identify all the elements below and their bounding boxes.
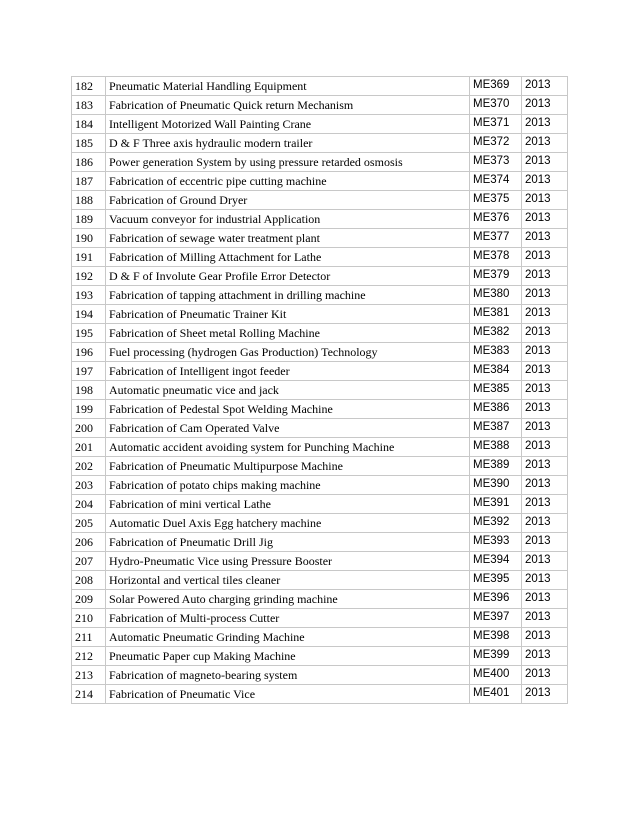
project-year-cell: 2013 <box>522 571 568 590</box>
project-title-cell: Automatic accident avoiding system for Punching Machine <box>106 438 470 457</box>
serial-number-cell: 202 <box>72 457 106 476</box>
project-title-cell: Fabrication of Pneumatic Multipurpose Machine <box>106 457 470 476</box>
serial-number-cell: 199 <box>72 400 106 419</box>
project-title-cell: Vacuum conveyor for industrial Application <box>106 210 470 229</box>
project-code-cell: ME393 <box>470 533 522 552</box>
project-title-cell: Fabrication of sewage water treatment plant <box>106 229 470 248</box>
project-list-table <box>71 76 568 704</box>
project-title-cell: Fuel processing (hydrogen Gas Production) Technology <box>106 343 470 362</box>
project-year-cell: 2013 <box>522 457 568 476</box>
project-year-cell: 2013 <box>522 96 568 115</box>
serial-number-cell: 198 <box>72 381 106 400</box>
project-code-cell: ME386 <box>470 400 522 419</box>
project-code-cell: ME391 <box>470 495 522 514</box>
table-row <box>72 324 568 343</box>
serial-number-cell: 206 <box>72 533 106 552</box>
serial-number-cell: 214 <box>72 685 106 704</box>
project-code-cell: ME380 <box>470 286 522 305</box>
table-row <box>72 248 568 267</box>
serial-number-cell: 210 <box>72 609 106 628</box>
project-title-cell: Fabrication of eccentric pipe cutting machine <box>106 172 470 191</box>
project-title-cell: Fabrication of potato chips making machine <box>106 476 470 495</box>
serial-number-cell: 204 <box>72 495 106 514</box>
project-title-cell: Fabrication of magneto-bearing system <box>106 666 470 685</box>
project-year-cell: 2013 <box>522 229 568 248</box>
serial-number-cell: 186 <box>72 153 106 172</box>
project-code-cell: ME385 <box>470 381 522 400</box>
project-year-cell: 2013 <box>522 286 568 305</box>
project-year-cell: 2013 <box>522 343 568 362</box>
table-row <box>72 419 568 438</box>
project-code-cell: ME374 <box>470 172 522 191</box>
serial-number-cell: 208 <box>72 571 106 590</box>
project-code-cell: ME396 <box>470 590 522 609</box>
project-year-cell: 2013 <box>522 666 568 685</box>
project-code-cell: ME369 <box>470 77 522 96</box>
project-year-cell: 2013 <box>522 248 568 267</box>
project-title-cell: Fabrication of Sheet metal Rolling Machine <box>106 324 470 343</box>
project-title-cell: Intelligent Motorized Wall Painting Crane <box>106 115 470 134</box>
serial-number-cell: 203 <box>72 476 106 495</box>
table-row <box>72 457 568 476</box>
table-row <box>72 96 568 115</box>
serial-number-cell: 190 <box>72 229 106 248</box>
project-title-cell: D & F of Involute Gear Profile Error Detector <box>106 267 470 286</box>
table-row <box>72 267 568 286</box>
table-row <box>72 210 568 229</box>
serial-number-cell: 196 <box>72 343 106 362</box>
project-year-cell: 2013 <box>522 362 568 381</box>
project-code-cell: ME370 <box>470 96 522 115</box>
table-row <box>72 495 568 514</box>
project-year-cell: 2013 <box>522 514 568 533</box>
project-year-cell: 2013 <box>522 628 568 647</box>
project-year-cell: 2013 <box>522 476 568 495</box>
project-year-cell: 2013 <box>522 609 568 628</box>
project-year-cell: 2013 <box>522 77 568 96</box>
project-title-cell: Automatic Duel Axis Egg hatchery machine <box>106 514 470 533</box>
table-row <box>72 343 568 362</box>
project-year-cell: 2013 <box>522 153 568 172</box>
project-code-cell: ME394 <box>470 552 522 571</box>
serial-number-cell: 211 <box>72 628 106 647</box>
serial-number-cell: 194 <box>72 305 106 324</box>
project-year-cell: 2013 <box>522 210 568 229</box>
project-year-cell: 2013 <box>522 647 568 666</box>
serial-number-cell: 209 <box>72 590 106 609</box>
project-title-cell: Fabrication of Multi-process Cutter <box>106 609 470 628</box>
project-year-cell: 2013 <box>522 590 568 609</box>
project-code-cell: ME375 <box>470 191 522 210</box>
table-row <box>72 590 568 609</box>
serial-number-cell: 184 <box>72 115 106 134</box>
project-code-cell: ME387 <box>470 419 522 438</box>
project-year-cell: 2013 <box>522 115 568 134</box>
project-year-cell: 2013 <box>522 381 568 400</box>
document-page <box>71 76 568 704</box>
serial-number-cell: 195 <box>72 324 106 343</box>
project-code-cell: ME376 <box>470 210 522 229</box>
table-row <box>72 571 568 590</box>
serial-number-cell: 201 <box>72 438 106 457</box>
project-year-cell: 2013 <box>522 305 568 324</box>
project-year-cell: 2013 <box>522 324 568 343</box>
table-row <box>72 666 568 685</box>
table-row <box>72 514 568 533</box>
project-title-cell: Fabrication of Pneumatic Drill Jig <box>106 533 470 552</box>
project-code-cell: ME398 <box>470 628 522 647</box>
project-year-cell: 2013 <box>522 134 568 153</box>
serial-number-cell: 197 <box>72 362 106 381</box>
table-row <box>72 286 568 305</box>
table-row <box>72 476 568 495</box>
project-year-cell: 2013 <box>522 172 568 191</box>
project-year-cell: 2013 <box>522 191 568 210</box>
serial-number-cell: 185 <box>72 134 106 153</box>
project-title-cell: Pneumatic Material Handling Equipment <box>106 77 470 96</box>
project-title-cell: Hydro-Pneumatic Vice using Pressure Booster <box>106 552 470 571</box>
project-title-cell: Fabrication of Pneumatic Quick return Mechanism <box>106 96 470 115</box>
serial-number-cell: 182 <box>72 77 106 96</box>
serial-number-cell: 193 <box>72 286 106 305</box>
project-title-cell: Horizontal and vertical tiles cleaner <box>106 571 470 590</box>
project-title-cell: Fabrication of Pneumatic Vice <box>106 685 470 704</box>
project-code-cell: ME388 <box>470 438 522 457</box>
project-code-cell: ME371 <box>470 115 522 134</box>
project-title-cell: D & F Three axis hydraulic modern trailer <box>106 134 470 153</box>
serial-number-cell: 183 <box>72 96 106 115</box>
project-title-cell: Pneumatic Paper cup Making Machine <box>106 647 470 666</box>
project-code-cell: ME392 <box>470 514 522 533</box>
project-code-cell: ME384 <box>470 362 522 381</box>
table-row <box>72 609 568 628</box>
serial-number-cell: 205 <box>72 514 106 533</box>
table-row <box>72 438 568 457</box>
project-code-cell: ME372 <box>470 134 522 153</box>
project-code-cell: ME397 <box>470 609 522 628</box>
table-row <box>72 381 568 400</box>
project-title-cell: Automatic Pneumatic Grinding Machine <box>106 628 470 647</box>
project-title-cell: Fabrication of Pedestal Spot Welding Machine <box>106 400 470 419</box>
serial-number-cell: 213 <box>72 666 106 685</box>
table-row <box>72 647 568 666</box>
project-year-cell: 2013 <box>522 533 568 552</box>
project-title-cell: Solar Powered Auto charging grinding machine <box>106 590 470 609</box>
project-year-cell: 2013 <box>522 552 568 571</box>
project-code-cell: ME382 <box>470 324 522 343</box>
project-year-cell: 2013 <box>522 400 568 419</box>
project-title-cell: Fabrication of mini vertical Lathe <box>106 495 470 514</box>
table-row <box>72 229 568 248</box>
project-code-cell: ME373 <box>470 153 522 172</box>
table-row <box>72 400 568 419</box>
project-code-cell: ME383 <box>470 343 522 362</box>
project-code-cell: ME379 <box>470 267 522 286</box>
project-title-cell: Automatic pneumatic vice and jack <box>106 381 470 400</box>
table-row <box>72 77 568 96</box>
serial-number-cell: 188 <box>72 191 106 210</box>
project-code-cell: ME395 <box>470 571 522 590</box>
project-code-cell: ME390 <box>470 476 522 495</box>
table-row <box>72 533 568 552</box>
project-code-cell: ME399 <box>470 647 522 666</box>
project-code-cell: ME389 <box>470 457 522 476</box>
project-title-cell: Fabrication of Milling Attachment for Lathe <box>106 248 470 267</box>
serial-number-cell: 189 <box>72 210 106 229</box>
project-title-cell: Fabrication of Pneumatic Trainer Kit <box>106 305 470 324</box>
table-row <box>72 362 568 381</box>
project-year-cell: 2013 <box>522 267 568 286</box>
table-row <box>72 191 568 210</box>
project-code-cell: ME381 <box>470 305 522 324</box>
project-year-cell: 2013 <box>522 438 568 457</box>
table-row <box>72 115 568 134</box>
serial-number-cell: 207 <box>72 552 106 571</box>
serial-number-cell: 191 <box>72 248 106 267</box>
project-code-cell: ME377 <box>470 229 522 248</box>
project-year-cell: 2013 <box>522 419 568 438</box>
serial-number-cell: 200 <box>72 419 106 438</box>
table-row <box>72 685 568 704</box>
serial-number-cell: 192 <box>72 267 106 286</box>
table-row <box>72 305 568 324</box>
project-title-cell: Fabrication of Intelligent ingot feeder <box>106 362 470 381</box>
serial-number-cell: 212 <box>72 647 106 666</box>
project-code-cell: ME400 <box>470 666 522 685</box>
project-title-cell: Fabrication of Ground Dryer <box>106 191 470 210</box>
project-year-cell: 2013 <box>522 495 568 514</box>
project-code-cell: ME378 <box>470 248 522 267</box>
project-title-cell: Fabrication of Cam Operated Valve <box>106 419 470 438</box>
serial-number-cell: 187 <box>72 172 106 191</box>
project-title-cell: Fabrication of tapping attachment in drilling machine <box>106 286 470 305</box>
project-year-cell: 2013 <box>522 685 568 704</box>
table-row <box>72 552 568 571</box>
project-table-body <box>72 77 568 704</box>
table-row <box>72 172 568 191</box>
project-code-cell: ME401 <box>470 685 522 704</box>
project-title-cell: Power generation System by using pressure retarded osmosis <box>106 153 470 172</box>
table-row <box>72 134 568 153</box>
table-row <box>72 153 568 172</box>
table-row <box>72 628 568 647</box>
